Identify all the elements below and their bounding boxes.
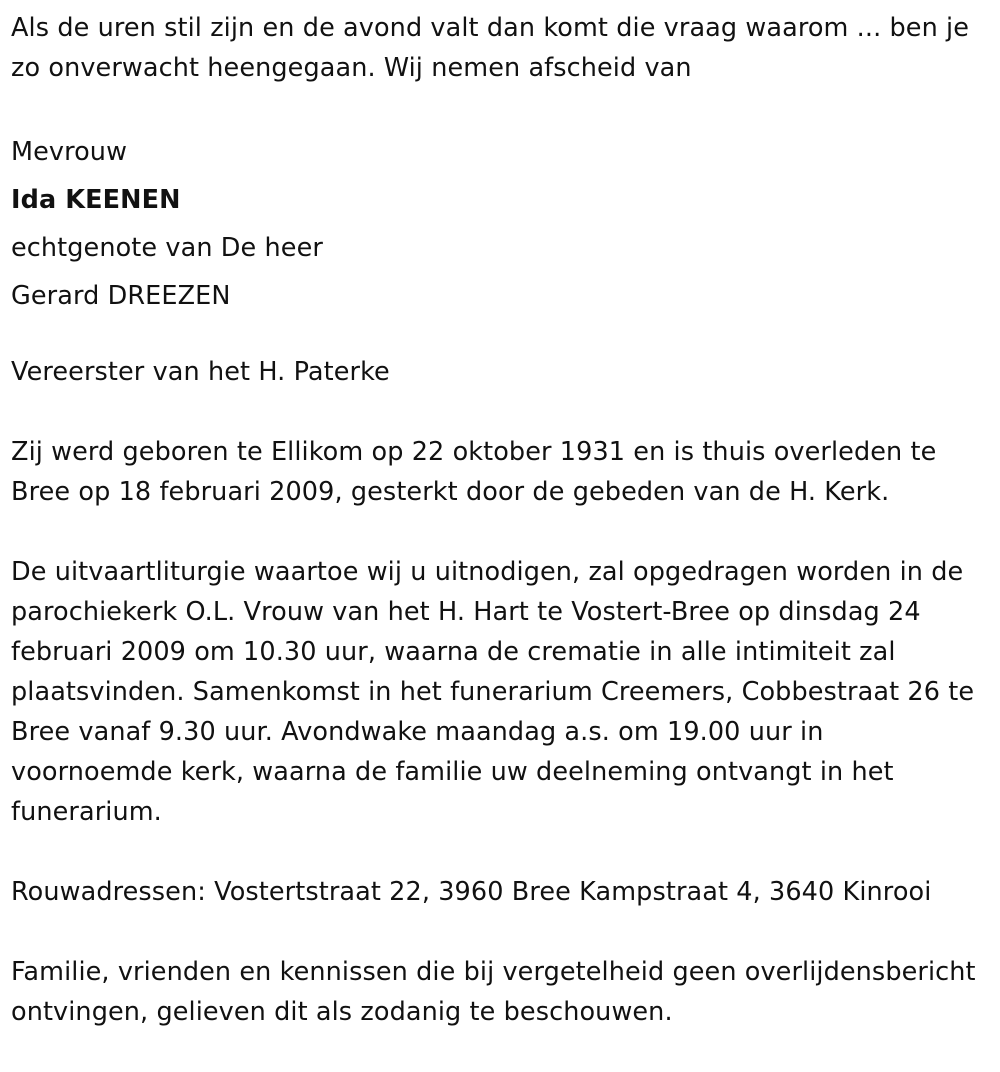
devotion-line: Vereerster van het H. Paterke (11, 357, 390, 387)
deceased-block (11, 128, 991, 320)
intro-paragraph: Als de uren stil zijn en de avond valt dan komt die vraag waarom ... ben je zo onverwacht heengegaan. Wij nemen afscheid van (11, 13, 970, 83)
addresses-line: Rouwadressen: Vostertstraat 22, 3960 Bree Kampstraat 4, 3640 Kinrooi (11, 877, 932, 907)
deceased-name: Ida KEENEN (11, 185, 181, 215)
spouse-name: Gerard DREEZEN (11, 281, 231, 311)
funeral-paragraph: De uitvaartliturgie waartoe wij u uitnodigen, zal opgedragen worden in de parochiekerk O.L. Vrouw van het H. Hart te Vostert-Bree op dinsdag 24 februari 2009 om 10.30 uur, waarna de crematie in alle intimiteit zal plaatsvinden. Samenkomst in het funerarium Creemers, Cobbestraat 26 te Bree vanaf 9.30 uur. Avondwake maandag a.s. om 19.00 uur in voornoemde kerk, waarna de familie uw deelneming ontvangt in het funerarium. (11, 557, 975, 827)
title-prefix: Mevrouw (11, 137, 128, 167)
closing-paragraph: Familie, vrienden en kennissen die bij vergetelheid geen overlijdensbericht ontvingen, gelieven dit als zodanig te beschouwen. (11, 957, 976, 1027)
obituary-document (11, 8, 991, 1072)
birth-death-paragraph: Zij werd geboren te Ellikom op 22 oktober 1931 en is thuis overleden te Bree op 18 februari 2009, gesterkt door de gebeden van de H. Kerk. (11, 437, 937, 507)
spouse-line: echtgenote van De heer (11, 233, 323, 263)
